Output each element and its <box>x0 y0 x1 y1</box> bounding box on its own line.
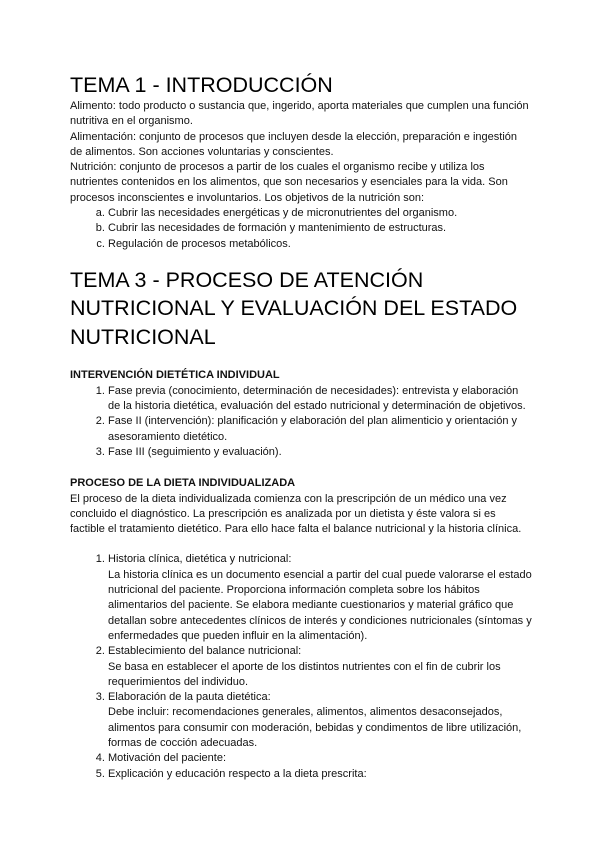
item-text: La historia clínica es un documento esencial a partir del cual puede valorarse el estado nutricional del paciente. Proporciona información completa sobre los hábitos alimentarios del paciente. Se elabora mediante cuestionarios y material gráfico que detallan sobre antecedentes clínicos de interés y condiciones nutricionales (síntomas y enfermedades que pueden influir en la alimentación). <box>108 568 532 642</box>
item-text: Se basa en establecer el aporte de los distintos nutrientes con el fin de cubrir los requerimientos del individuo. <box>108 660 501 688</box>
tema3-title: TEMA 3 - PROCESO DE ATENCIÓN NUTRICIONAL Y EVALUACIÓN DEL ESTADO NUTRICIONAL <box>70 267 518 349</box>
section-heading-intervencion: INTERVENCIÓN DIETÉTICA INDIVIDUAL <box>70 369 280 382</box>
list-item: b. Cubrir las necesidades de formación y mantenimiento de estructuras. <box>108 221 532 236</box>
section-heading-proceso: PROCESO DE LA DIETA INDIVIDUALIZADA <box>70 477 296 490</box>
tema1-title: TEMA 1 - INTRODUCCIÓN <box>70 73 333 97</box>
document-content <box>70 72 532 782</box>
list-item: 3. Fase III (seguimiento y evaluación). <box>108 445 532 460</box>
objectives-list <box>70 206 532 252</box>
list-item: a. Cubrir las necesidades energéticas y de micronutrientes del organismo. <box>108 206 532 221</box>
item-title: Elaboración de la pauta dietética: <box>108 691 271 704</box>
list-item <box>108 767 532 782</box>
list-item: c. Regulación de procesos metabólicos. <box>108 237 532 252</box>
paragraph-nutricion: Nutrición: conjunto de procesos a partir de los cuales el organismo recibe y utiliza los nutrientes contenidos en los alimentos, que son necesarios y esenciales para la vida. Son procesos inconscientes e involuntarios. Los objetivos de la nutrición son: <box>70 161 508 204</box>
proceso-list <box>70 552 532 781</box>
list-item <box>108 552 532 644</box>
proceso-intro: El proceso de la dieta individualizada comienza con la prescripción de un médico una vez concluido el diagnóstico. La prescripción es analizada por un dietista y éste valora si es factible el tratamiento dietético. Para ello hace falta el balance nutricional y la historia clínica. <box>70 492 522 536</box>
item-title: Motivación del paciente: <box>108 752 227 765</box>
list-item: 1. Fase previa (conocimiento, determinación de necesidades): entrevista y elaboración de la historia dietética, evaluación del estado nutricional y determinación de objetivos. <box>108 384 532 415</box>
list-item <box>108 644 532 690</box>
paragraph-alimentacion: Alimentación: conjunto de procesos que incluyen desde la elección, preparación e ingestión de alimentos. Son acciones voluntarias y conscientes. <box>70 130 518 158</box>
list-item <box>108 751 532 766</box>
item-text: Debe incluir: recomendaciones generales, alimentos, alimentos desaconsejados, alimentos para consumir con moderación, bebidas y condimentos de libre utilización, formas de cocción adecuadas. <box>108 706 522 749</box>
item-title: Historia clínica, dietética y nutricional: <box>108 553 292 566</box>
item-title: Explicación y educación respecto a la dieta prescrita: <box>108 767 367 780</box>
paragraph-alimento: Alimento: todo producto o sustancia que, ingerido, aporta materiales que cumplen una función nutritiva en el organismo. <box>70 100 529 128</box>
list-item: 2. Fase II (intervención): planificación y elaboración del plan alimenticio y orientación y asesoramiento dietético. <box>108 414 532 445</box>
intervencion-list <box>70 384 532 460</box>
list-item <box>108 690 532 751</box>
item-title: Establecimiento del balance nutricional: <box>108 645 302 658</box>
